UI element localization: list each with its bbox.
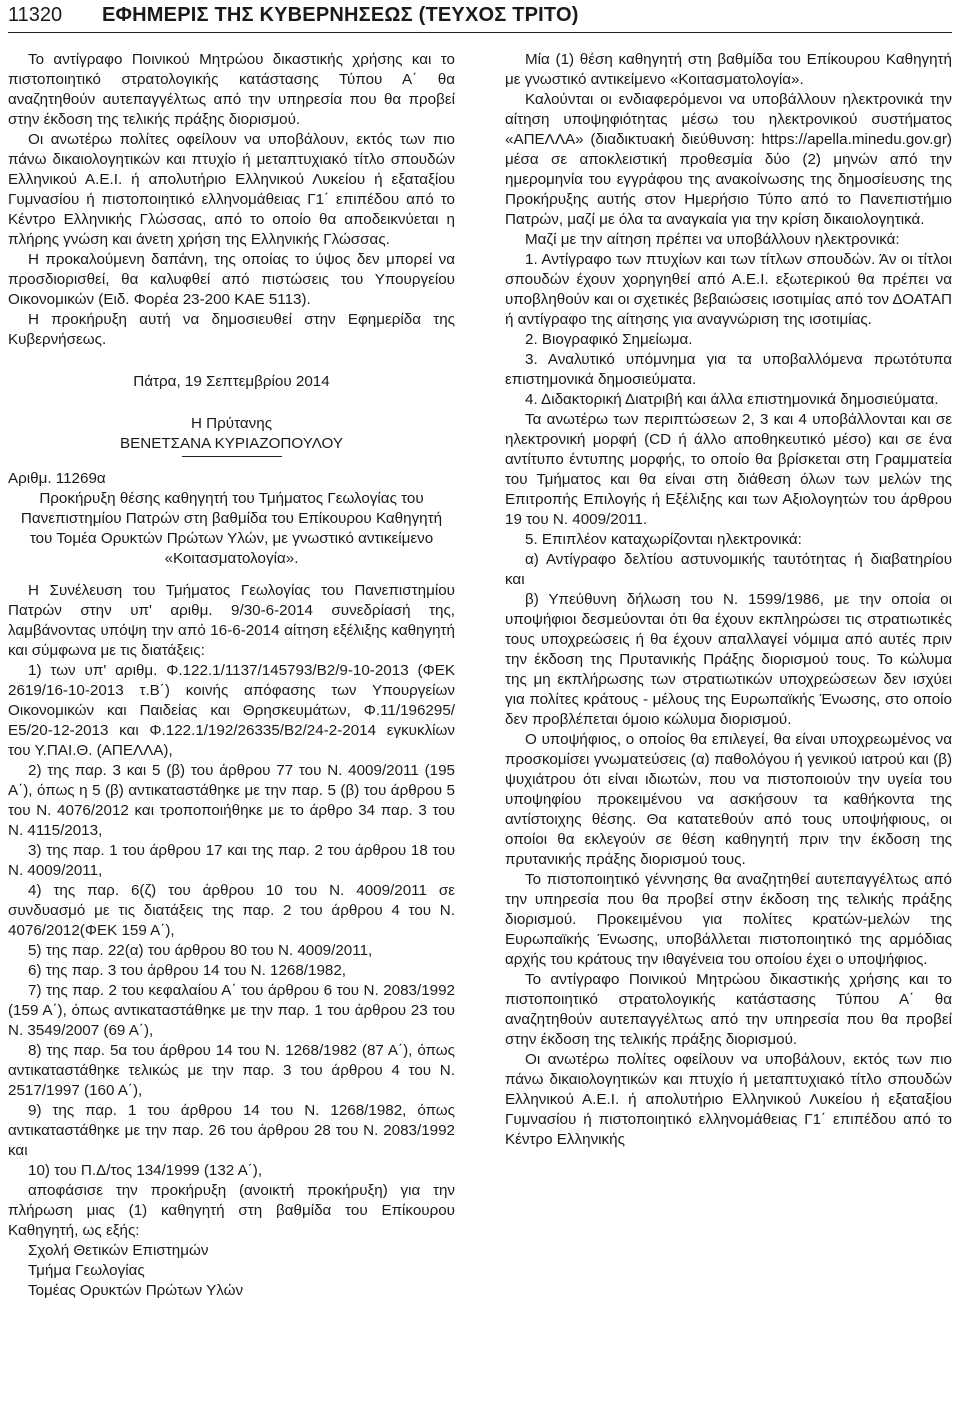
place-date: Πάτρα, 19 Σεπτεμβρίου 2014 [133, 373, 330, 390]
list-item: 1. Αντίγραφο των πτυχίων και των τίτλων σπουδών. Άν οι τίτλοι σπουδών έχουν χορηγηθεί από Α.Ε.Ι. εξωτερικού θα πρέπει να υποβληθούν και οι σχετικές βεβαιώσεις ισοτιμίας από τον ΔΟΑΤΑΠ ή αντίγραφο της αίτησης για αναγνώριση της ισοτιμίας. [505, 251, 952, 328]
paragraph: Η προκαλούμενη δαπάνη, της οποίας το ύψος δεν μπορεί να προσδιορισθεί, θα καλυφθεί από πιστώσεις του Υπουργείου Οικονομικών (Ειδ. Φορέα 23-200 ΚΑΕ 5113). [8, 251, 455, 308]
paragraph: Το αντίγραφο Ποινικού Μητρώου δικαστικής χρήσης και το πιστοποιητικό στρατολογικής κατάστασης Τύπου Α΄ θα αναζητηθούν αυτεπαγγέλτως από την υπηρεσία που θα προβεί στην έκδοση της τελικής πράξης διορισμού. [505, 971, 952, 1048]
paragraph: Οι ανωτέρω πολίτες οφείλουν να υποβάλουν, εκτός των πιο πάνω δικαιολογητικών και πτυχίο ή μεταπτυχιακό τίτλο σπουδών Ελληνικού Α.Ε.Ι. ή απολυτήριο Ελληνικού Λυκείου ή εξαταξίου Γυμνασίου ή πιστοποιητικό ελληνομάθειας Γ1΄ επιπέδου από το Κέντρο Ελληνικής [505, 1051, 952, 1148]
list-item: 8) της παρ. 5α του άρθρου 14 του Ν. 1268/1982 (87 Α΄), όπως αντικαταστάθηκε τελικώς με την παρ. 3 του άρθρου 4 του Ν. 2517/1997 (160 Α΄), [8, 1042, 455, 1099]
paragraph: Το πιστοποιητικό γέννησης θα αναζητηθεί αυτεπαγγέλτως από την υπηρεσία που θα προβεί στην έκδοση της τελικής πράξης διορισμού. Προκειμένου για πολίτες κρατών-μελών της Ευρωπαϊκής Ένωσης, υποβάλλεται πιστοποιητικό της αρμόδιας αρχής του κράτους την ιθαγένεια του οποίου έχει ο υποψήφιος. [505, 871, 952, 968]
list-item: 5. Επιπλέον καταχωρίζονται ηλεκτρονικά: [525, 531, 802, 548]
page-header [8, 4, 952, 34]
paragraph: αποφάσισε την προκήρυξη (ανοικτή προκήρυξη) για την πλήρωση μιας (1) καθηγητή στη βαθμίδα του Επίκουρου Καθηγητή, ως εξής: [8, 1182, 455, 1239]
page-number: 11320 [8, 4, 63, 26]
decision-number: Αριθμ. 11269α [8, 470, 106, 487]
list-item: 7) της παρ. 2 του κεφαλαίου Α΄ του άρθρου 6 του Ν. 2083/1992 (159 Α΄), όπως αντικαταστάθηκε με την παρ. 1 του άρθρου 23 του Ν. 3549/2007 (69 Α΄), [8, 982, 455, 1039]
paragraph: Οι ανωτέρω πολίτες οφείλουν να υποβάλουν, εκτός των πιο πάνω δικαιολογητικών και πτυχίο ή μεταπτυχιακό τίτλο σπουδών Ελληνικού Α.Ε.Ι. ή απολυτήριο Ελληνικού Λυκείου ή εξαταξίου Γυμνασίου ή πιστοποιητικό ελληνομάθειας Γ1΄ επιπέδου από το Κέντρο Ελληνικής Γλώσσας, από το οποίο θα αποδεικνύεται η πλήρης γνώση και άνετη χρήση της Ελληνικής Γλώσσας. [8, 131, 455, 248]
list-item: 2. Βιογραφικό Σημείωμα. [525, 331, 693, 348]
gazette-title: ΕΦΗΜΕΡΙΣ ΤΗΣ ΚΥΒΕΡΝΗΣΕΩΣ (ΤΕΥΧΟΣ ΤΡΙΤΟ) [102, 4, 579, 26]
list-item: 5) της παρ. 22(α) του άρθρου 80 του Ν. 4009/2011, [28, 942, 373, 959]
list-item: 2) της παρ. 3 και 5 (β) του άρθρου 77 του Ν. 4009/2011 (195 Α΄), όπως η 5 (β) αντικαταστάθηκε με την παρ. 5 (β) του άρθρου 5 του Ν. 4076/2012 και τροποποιήθηκε με το άρθρο 34 παρ. 3 του Ν. 4115/2013, [8, 762, 455, 839]
paragraph: Ο υποψήφιος, ο οποίος θα επιλεγεί, θα είναι υποχρεωμένος να προσκομίσει γνωματεύσεις (α) παθολόγου ή γενικού ιατρού και (β) ψυχιάτρου ότι είναι ιδιωτών, που να πιστοποιούν την υγεία του υποψηφίου προκειμένου να ασκήσουν τα καθήκοντα της αντίστοιχης θέσης. Θα κατατεθούν από τους υποψήφιους, οι οποίοι θα εκλεγούν σε θέση καθηγητή πριν την έκδοση της πρυτανικής πράξης διορισμού τους. [505, 731, 952, 868]
spacer [8, 569, 455, 581]
paragraph: Το αντίγραφο Ποινικού Μητρώου δικαστικής χρήσης και το πιστοποιητικό στρατολογικής κατάστασης Τύπου Α΄ θα αναζητηθούν αυτεπαγγέλτως από την υπηρεσία που θα προβεί στην έκδοση της τελικής πράξης διορισμού. [8, 51, 455, 128]
spacer [8, 350, 455, 372]
list-item: 6) της παρ. 3 του άρθρου 14 του Ν. 1268/1982, [28, 962, 347, 979]
paragraph: Η προκήρυξη αυτή να δημοσιευθεί στην Εφημερίδα της Κυβερνήσεως. [8, 311, 455, 348]
list-item: α) Αντίγραφο δελτίου αστυνομικής ταυτότητας ή διαβατηρίου και [505, 551, 952, 588]
list-item: 3. Αναλυτικό υπόμνημα για τα υποβαλλόμενα πρωτότυπα επιστημονικά δημοσιεύματα. [505, 351, 952, 388]
list-item: 1) των υπ' αριθμ. Φ.122.1/1137/145793/Β2/9-10-2013 (ΦΕΚ 2619/16-10-2013 τ.Β΄) κοινής απόφασης των Υπουργείων Οικονομικών και Παιδείας και Θρησκευμάτων, Φ.11/196295/Ε5/20-12-2013 και Φ.122.1/192/26335/Β2/24-2-2014 εγκυκλίων του Υ.ΠΑΙ.Θ. (ΑΠΕΛΛΑ), [8, 662, 455, 759]
spacer [8, 392, 455, 414]
right-column [505, 50, 952, 1150]
left-column [8, 50, 455, 1301]
announcement-title: Προκήρυξη θέσης καθηγητή του Τμήματος Γεωλογίας του Πανεπιστημίου Πατρών στη βαθμίδα του Επίκουρου Καθηγητή του Τομέα Ορυκτών Πρώτων Υλών, με γνωστικό αντικείμενο «Κοιτασματολογία». [20, 490, 443, 567]
paragraph: Μία (1) θέση καθηγητή στη βαθμίδα του Επίκουρου Καθηγητή με γνωστικό αντικείμενο «Κοιτασματολογία». [505, 51, 952, 88]
list-item: 4) της παρ. 6(ζ) του άρθρου 10 του Ν. 4009/2011 σε συνδυασμό με τις διατάξεις της παρ. 2 του άρθρου 4 του Ν. 4076/2012(ΦΕΚ 159 Α΄), [8, 882, 455, 939]
signer-title: Η Πρύτανης [190, 415, 273, 432]
paragraph: Καλούνται οι ενδιαφερόμενοι να υποβάλλουν ηλεκτρονικά την αίτηση υποψηφιότητας μέσω του ηλεκτρονικού συστήματος «ΑΠΕΛΛΑ» (διαδικτυακή διεύθυνση: https://apella.minedu.gov.gr) μέσα σε αποκλειστική προθεσμία δύο (2) μηνών από την ημερομηνία του εγγράφου της ανακοίνωσης της δημοσίευσης της Προκήρυξης αυτής στον Ημερήσιο Τύπο από το Πανεπιστήμιο Πατρών, μαζί με όλα τα αναγκαία για την κρίση δικαιολογητικά. [505, 91, 952, 228]
sector-name: Τομέας Ορυκτών Πρώτων Υλών [28, 1282, 244, 1299]
signer-name: ΒΕΝΕΤΣΑΝΑ ΚΥΡΙΑΖΟΠΟΥΛΟΥ [119, 435, 344, 452]
list-item: 3) της παρ. 1 του άρθρου 17 και της παρ. 2 του άρθρου 18 του Ν. 4009/2011, [8, 842, 455, 879]
paragraph: Μαζί με την αίτηση πρέπει να υποβάλλουν ηλεκτρονικά: [525, 231, 900, 248]
list-item: 10) του Π.Δ/τος 134/1999 (132 Α΄), [28, 1162, 263, 1179]
school-name: Σχολή Θετικών Επιστημών [28, 1242, 209, 1259]
list-item: 4. Διδακτορική Διατριβή και άλλα επιστημονικά δημοσιεύματα. [525, 391, 939, 408]
paragraph: Τα ανωτέρω των περιπτώσεων 2, 3 και 4 υποβάλλονται και σε ηλεκτρονική μορφή (CD ή άλλο αποθηκευτικό μέσο) και σε ένα αντίτυπο έντυπης μορφής, το οποίο θα βρίσκεται στη Γραμματεία του Τμήματος και θα είναι στη διάθεση όλων των μελών της Επιτροπής Επιλογής ή Εξέλιξης και των Αξιολογητών του άρθρου 19 του Ν. 4009/2011. [505, 411, 952, 528]
header-rule [8, 32, 952, 33]
department-name: Τμήμα Γεωλογίας [28, 1262, 145, 1279]
paragraph: Η Συνέλευση του Τμήματος Γεωλογίας του Πανεπιστημίου Πατρών στην υπ' αριθμ. 9/30-6-2014 συνεδρίασή της, λαμβάνοντας υπόψη την από 16-6-2014 αίτηση εξέλιξης καθηγητή και σύμφωνα με τις διατάξεις: [8, 582, 455, 659]
spacer [8, 457, 455, 469]
list-item: 9) της παρ. 1 του άρθρου 14 του Ν. 1268/1982, όπως αντικαταστάθηκε με την παρ. 26 του άρθρου 28 του Ν. 2083/1992 και [8, 1102, 455, 1159]
list-item: β) Υπεύθυνη δήλωση του Ν. 1599/1986, με την οποία οι υποψήφιοι δεσμεύονται ότι θα έχουν εκπληρώσει τις στρατιωτικές τους υποχρεώσεις ή θα έχουν απαλλαγεί νόμιμα από αυτές πριν την έκδοση της Πρυτανικής Πράξης διορισμού τους. Το κώλυμα της μη εκπλήρωσης των στρατιωτικών υποχρεώσεων δεν ισχύει για πολίτες κράτους - μέλους της Ευρωπαϊκής Ένωσης, στο οποίο δεν προβλέπεται όμοιο κώλυμα διορισμού. [505, 591, 952, 728]
